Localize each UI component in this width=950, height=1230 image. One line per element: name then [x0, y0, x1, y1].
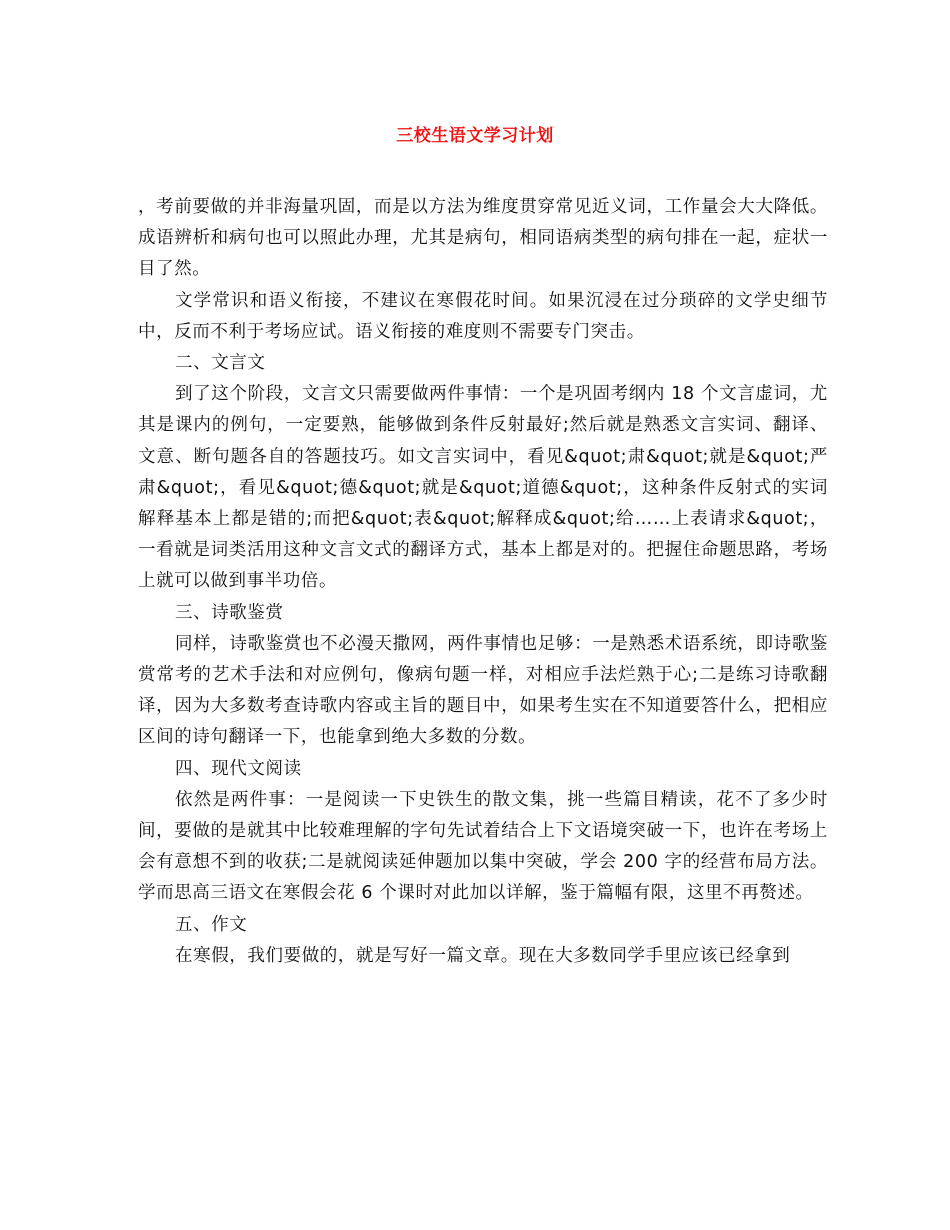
section-heading-modern-reading: 四、现代文阅读: [175, 758, 302, 779]
paragraph-intro: ，考前要做的并非海量巩固，而是以方法为维度贯穿常见近义词，工作量会大大降低。成语辨析和病句也可以照此办理，尤其是病句，相同语病类型的病句排在一起，症状一目了然。: [138, 197, 828, 280]
paragraph-literature-common-sense: 文学常识和语义衔接，不建议在寒假花时间。如果沉浸在过分琐碎的文学史细节中，反而不利于考场应试。语义衔接的难度则不需要专门突击。: [138, 290, 828, 342]
document-body: [138, 192, 828, 972]
paragraph-classical-chinese: 到了这个阶段，文言文只需要做两件事情：一个是巩固考纲内 18 个文言虚词，尤其是课内的例句，一定要熟，能够做到条件反射最好;然后就是熟悉文言实词、翻译、文意、断句题各自的答题技巧。如文言实词中，看见&quot;肃&quot;就是&quot;严肃&quot;，看见&quot;德&quot;就是&quot;道德&quot;，这种条件反射式的实词解释基本上都是错的;而把&quot;表&quot;解释成&quot;给……上表请求&quot;，一看就是词类活用这种文言文式的翻译方式，基本上都是对的。把握住命题思路，考场上就可以做到事半功倍。: [138, 384, 828, 592]
paragraph-modern-reading: 依然是两件事：一是阅读一下史铁生的散文集，挑一些篇目精读，花不了多少时间，要做的是就其中比较难理解的字句先试着结合上下文语境突破一下，也许在考场上会有意想不到的收获;二是就阅读延伸题加以集中突破，学会 200 字的经营布局方法。学而思高三语文在寒假会花 6 个课时对此加以详解，鉴于篇幅有限，这里不再赘述。: [138, 789, 828, 904]
paragraph-composition: 在寒假，我们要做的，就是写好一篇文章。现在大多数同学手里应该已经拿到: [175, 945, 791, 966]
section-heading-classical-chinese: 二、文言文: [175, 353, 266, 374]
paragraph-poetry-appreciation: 同样，诗歌鉴赏也不必漫天撒网，两件事情也足够：一是熟悉术语系统，即诗歌鉴赏常考的艺术手法和对应例句，像病句题一样，对相应手法烂熟于心;二是练习诗歌翻译，因为大多数考查诗歌内容或主旨的题目中，如果考生实在不知道要答什么，把相应区间的诗句翻译一下，也能拿到绝大多数的分数。: [138, 633, 828, 748]
document-title: 三校生语文学习计划: [396, 126, 554, 146]
section-heading-composition: 五、作文: [175, 914, 248, 935]
section-heading-poetry-appreciation: 三、诗歌鉴赏: [175, 602, 284, 623]
